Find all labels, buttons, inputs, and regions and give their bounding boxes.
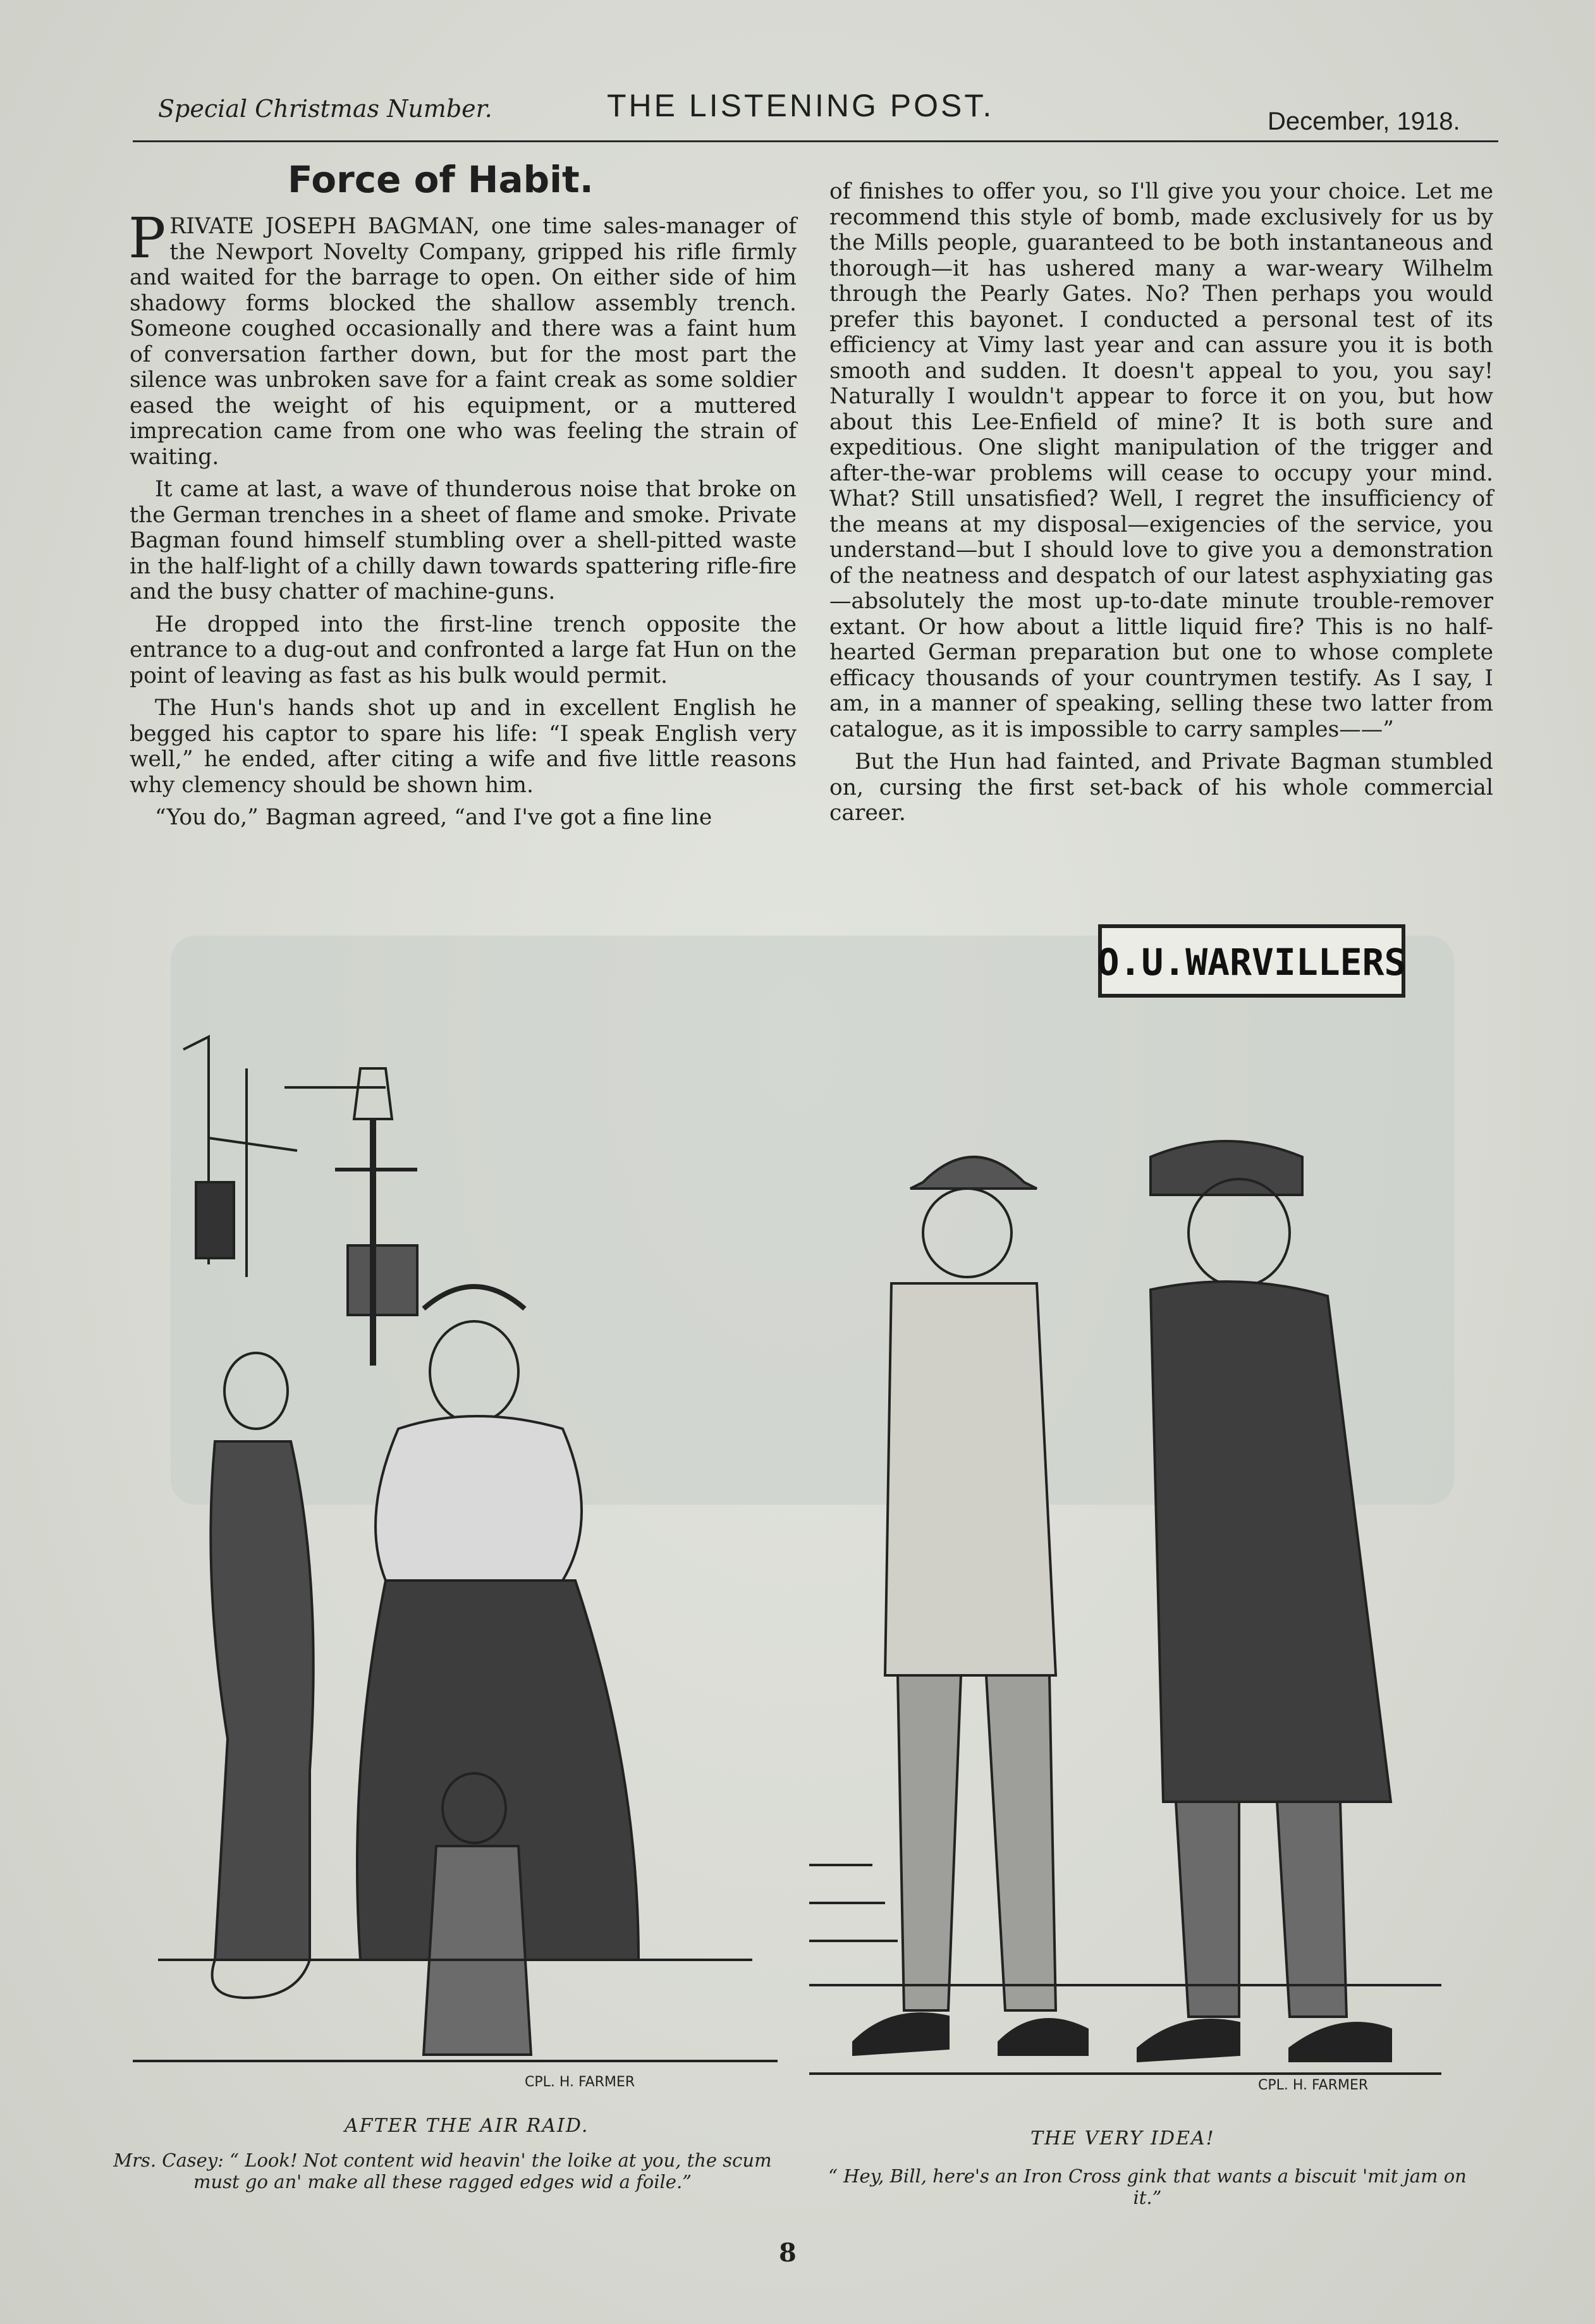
article-column-left <box>128 205 797 838</box>
article-paragraph: It came at last, a wave of thunderous noise that broke on the German trenches in a sheet of flame and smoke. Private Bagman found himself stumbling over a shell-pitted waste in the half-light of a chilly dawn towards spattering rifle-fire and the busy chatter of machine-guns. <box>130 477 797 604</box>
cartoon-illustration-left <box>120 1012 778 2099</box>
caption-title: AFTER THE AIR RAID. <box>345 2115 589 2137</box>
paragraph-text: RIVATE JOSEPH BAGMAN, one time sales-manager of the Newport Novelty Company, gripped his rifle firmly and waited for the barrage to open. On either side of him shadowy forms blocked the shallow assembly trench. Someone coughed occasionally and there was a faint hum of conversation farther down, but for the most part the silence was unbroken save for a faint creak as some soldier eased the weight of his equipment, or a muttered imprecation came from one who was feeling the strain of waiting. <box>130 214 797 470</box>
cartoon-illustration-right <box>797 917 1454 2105</box>
caption-title: THE VERY IDEA! <box>1030 2127 1215 2150</box>
masthead-title: THE LISTENING POST. <box>607 88 994 123</box>
issue-date: December, 1918. <box>1268 107 1460 135</box>
cartoon-the-very-idea <box>797 917 1454 2105</box>
page-number: 8 <box>779 2238 797 2268</box>
cartoon-signature: CPL. H. FARMER <box>1258 2077 1369 2093</box>
cartoon-after-the-air-raid <box>120 1012 778 2099</box>
header-rule <box>133 140 1498 142</box>
article-paragraph: The Hun's hands shot up and in excellent English he begged his captor to spare his life: “I speak English very well,” he ended, after citing a wife and five little reasons why clemency should be shown him. <box>130 695 797 798</box>
article-paragraph: of finishes to offer you, so I'll give you your choice. Let me recommend this style of bomb, made exclusively for us by the Mills people, guaranteed to be both instantaneous and thorough—it has ushered many a war-weary Wilhelm through the Pearly Gates. No? Then perhaps you would prefer this bayonet. I conducted a personal test of its efficiency at Vimy last year and can assure you it is both smooth and sudden. It doesn't appeal to you, you say! Naturally I wouldn't appear to force it on you, but how about this Lee-Enfield of mine? It is both sure and expeditious. One slight manipulation of the trigger and after-the-war problems will cease to occupy your mind. What? Still unsatisfied? Well, I regret the insufficiency of the means at my disposal—exigencies of the service, you understand—but I should love to give you a demonstration of the neatness and despatch of our latest asphyxiating gas—absolutely the most up-to-date minute trouble-remover extant. Or how about a little liquid fire? This is no half-hearted German preparation but one to whose complete efficacy thousands of your countrymen testify. As I say, I am, in a manner of speaking, selling these two latter from catalogue, as it is impossible to carry samples——” <box>829 179 1493 742</box>
article-paragraph: But the Hun had fainted, and Private Bagman stumbled on, cursing the first set-back of his whole commercial career. <box>829 749 1493 826</box>
drop-cap: P <box>128 205 166 271</box>
issue-label: Special Christmas Number. <box>158 95 492 123</box>
article-paragraph <box>128 205 797 470</box>
article-paragraph: “You do,” Bagman agreed, “and I've got a fine line <box>155 805 712 830</box>
article-column-right <box>829 179 1493 833</box>
caption-text: “ Hey, Bill, here's an Iron Cross gink that wants a biscuit 'mit jam on it.” <box>828 2165 1467 2208</box>
article-paragraph: He dropped into the first-line trench opposite the entrance to a dug-out and confronted a large fat Hun on the point of leaving as fast as his bulk would permit. <box>130 611 797 688</box>
article-title: Force of Habit. <box>288 158 594 201</box>
caption-text: Mrs. Casey: “ Look! Not content wid heavin' the loike at you, the scum must go an' make all these ragged edges wid a foile.” <box>113 2150 772 2193</box>
cartoon-signature: CPL. H. FARMER <box>525 2074 635 2090</box>
shop-sign-text: O.U.WARVILLERS <box>1097 941 1407 984</box>
